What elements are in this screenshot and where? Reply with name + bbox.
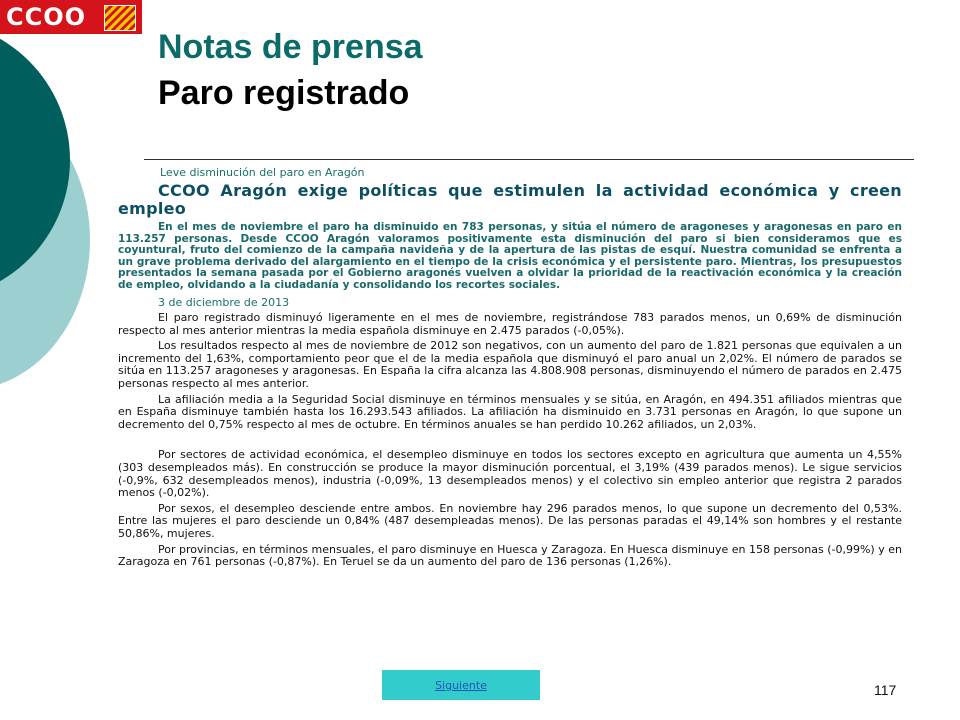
article-paragraph: Los resultados respecto al mes de noviembre de 2012 son negativos, con un aumento del paro de 1.821 personas que equivalen a un incremento del 1,63%, comportamiento peor que el de la media española que disminuyó el paro anual un 2,02%. El número de parados se sitúa en 113.257 aragoneses y aragonesas. En España la cifra alcanza las 4.808.908 personas, disminuyendo el número de parados en 2.475 personas respecto al mes anterior. bbox=[118, 339, 902, 390]
article-paragraph: Por sectores de actividad económica, el desempleo disminuye en todos los sectores excepto en agricultura que aumenta un 4,55% (303 desempleados más). En construcción se produce la mayor disminución porcentual, el 3,19% (439 parados menos). Le sigue servicios (-0,9%, 632 desempleados menos), industria (-0,09%, 13 desempleados menos) y el colectivo sin empleo anterior que registra 2 parados menos (-0,02%). bbox=[118, 448, 902, 500]
article-lead: En el mes de noviembre el paro ha disminuido en 783 personas, y sitúa el número de aragoneses y aragonesas en paro en 113.257 personas. Desde CCOO Aragón valoramos positivamente esta disminución del paro si bien consideramos que es coyuntural, fruto del comienzo de la campaña navideña y de la apertura de las pistas de esquí. Nuestra comunidad se enfrenta a un grave problema derivado del alargamiento en el tiempo de la crisis económica y el persistente paro. Mientras, los presupuestos presentados la semana pasada por el Gobierno aragonés vuelven a olvidar la prioridad de la reactivación económica y la creación de empleo, olvidando a la ciudadanía y consolidando los recortes sociales. bbox=[118, 221, 902, 291]
article-body bbox=[118, 166, 902, 569]
article-date: 3 de diciembre de 2013 bbox=[158, 296, 290, 309]
page-number: 117 bbox=[874, 682, 897, 698]
article-headline: CCOO Aragón exige políticas que estimulen la actividad económica y creen empleo bbox=[118, 181, 902, 218]
next-button[interactable] bbox=[382, 670, 540, 700]
article-paragraph: El paro registrado disminuyó ligeramente en el mes de noviembre, registrándose 783 parados menos, un 0,69% de disminución respecto al mes anterior mientras la media española disminuye en 2.475 parados (-0,05%). bbox=[118, 311, 902, 337]
ccoo-logo bbox=[0, 0, 142, 34]
header-divider bbox=[144, 159, 914, 160]
article-paragraph: Por provincias, en términos mensuales, el paro disminuye en Huesca y Zaragoza. En Huesca disminuye en 158 personas (-0,99%) y en Zaragoza en 761 personas (-0,87%). En Teruel se da un aumento del paro de 136 personas (1,26%). bbox=[118, 542, 902, 569]
page-title: Notas de prensa bbox=[158, 28, 423, 66]
article-paragraph: Por sexos, el desempleo desciende entre ambos. En noviembre hay 296 parados menos, lo que supone un decremento del 0,53%. Entre las mujeres el paro desciende un 0,84% (487 desempleadas menos). De las personas paradas el 49,14% son hombres y el restante 50,86%, mujeres. bbox=[118, 501, 902, 540]
article-kicker: Leve disminución del paro en Aragón bbox=[160, 166, 365, 179]
logo-text: CCOO bbox=[6, 3, 87, 31]
next-link[interactable]: Siguiente bbox=[435, 678, 487, 692]
page-subtitle: Paro registrado bbox=[158, 74, 410, 112]
article-paragraph: La afiliación media a la Seguridad Social disminuye en términos mensuales y se sitúa, en Aragón, en 494.351 afiliados mientras que en España disminuye también hasta los 16.293.543 afiliados. La afiliación ha disminuido en 3.731 personas en Aragón, lo que supone un decremento del 0,75% respecto al mes de octubre. En términos anuales se han perdido 10.262 afiliados, un 2,03%. bbox=[118, 392, 902, 431]
aragon-flag-icon bbox=[104, 5, 136, 31]
